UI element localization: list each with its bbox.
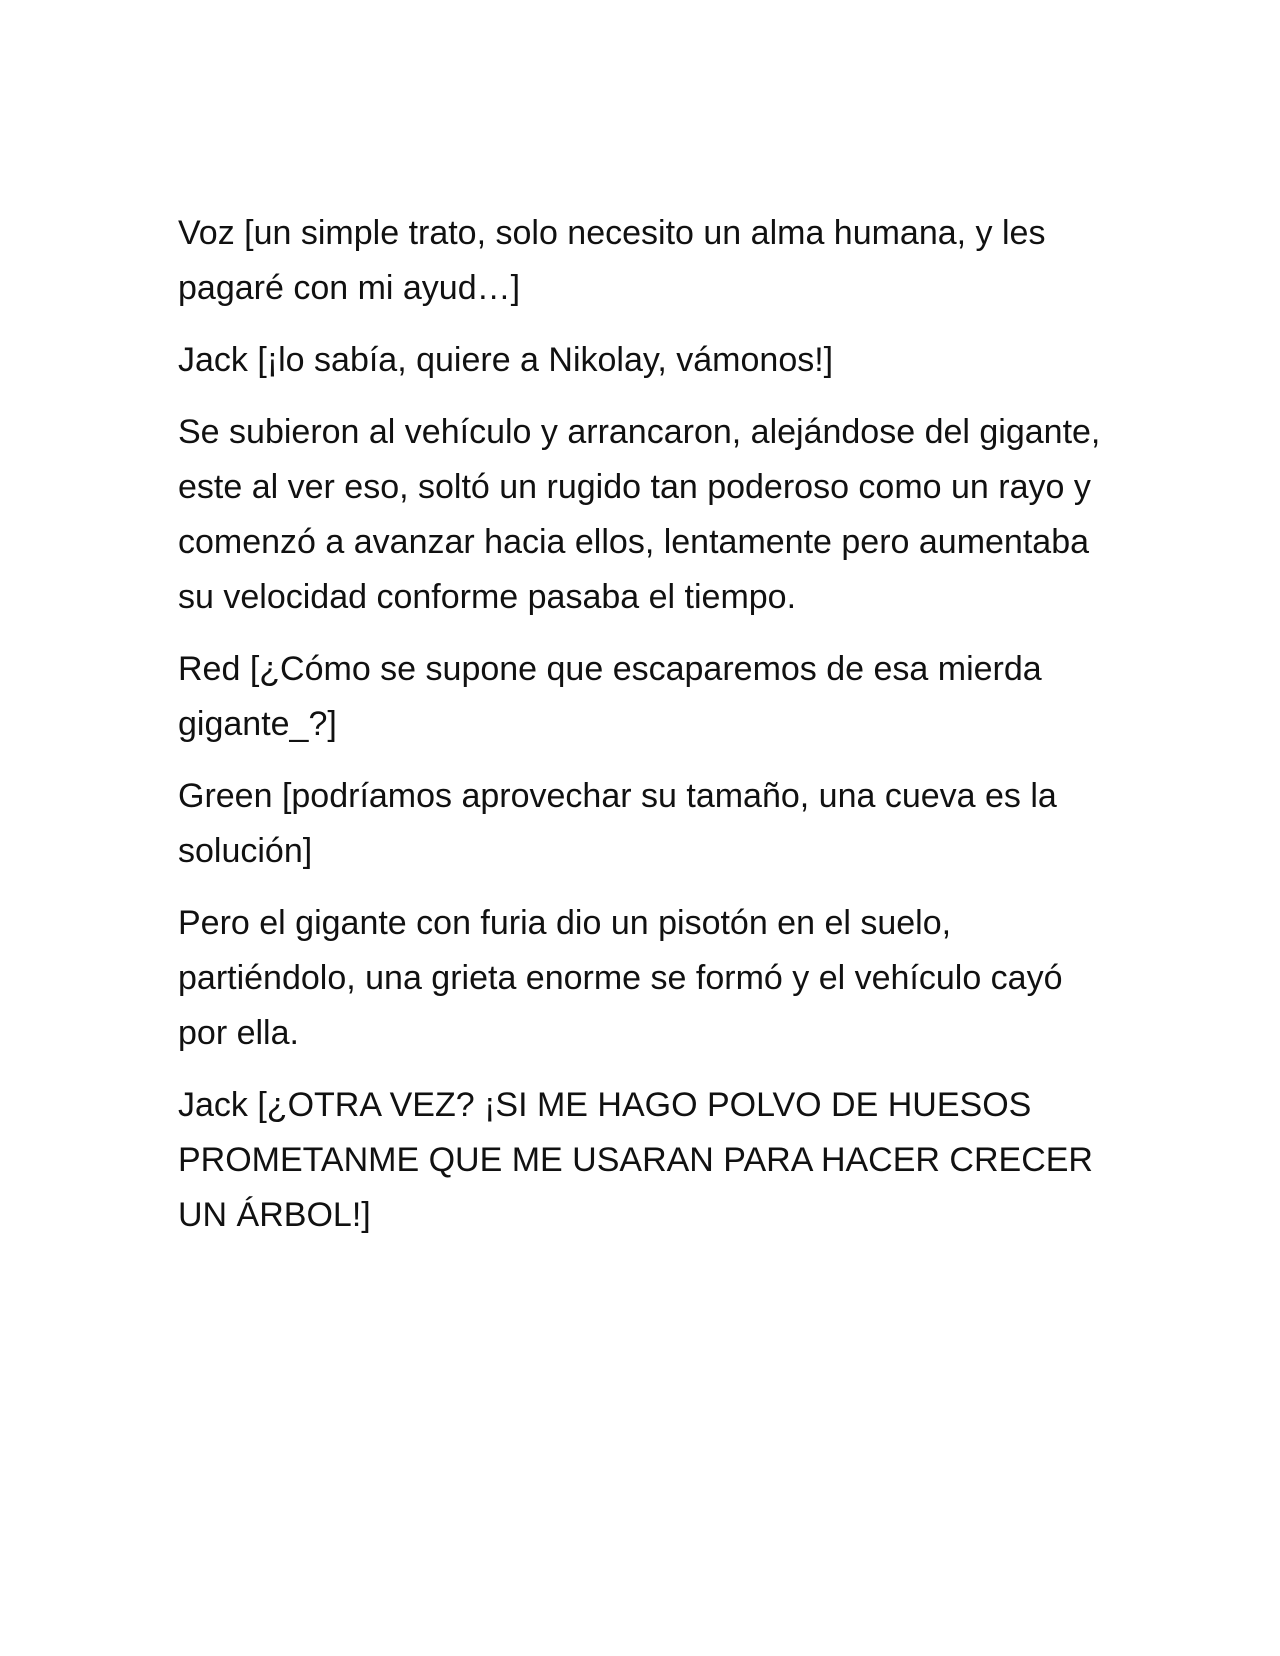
paragraph-green: Green [podríamos aprovechar su tamaño, una cueva es la solución] xyxy=(178,777,1057,870)
document-body xyxy=(178,206,1108,1260)
paragraph-red: Red [¿Cómo se supone que escaparemos de esa mierda gigante_?] xyxy=(178,650,1042,743)
paragraph-jack-2: Jack [¿OTRA VEZ? ¡SI ME HAGO POLVO DE HUESOS PROMETANME QUE ME USARAN PARA HACER CRECER UN ÁRBOL!] xyxy=(178,1086,1093,1234)
paragraph-narration-1: Se subieron al vehículo y arrancaron, alejándose del gigante, este al ver eso, soltó un rugido tan poderoso como un rayo y comenzó a avanzar hacia ellos, lentamente pero aumentaba su velocidad conforme pasaba el tiempo. xyxy=(178,413,1101,616)
paragraph-voz: Voz [un simple trato, solo necesito un alma humana, y les pagaré con mi ayud…] xyxy=(178,214,1046,307)
paragraph-jack-1: Jack [¡lo sabía, quiere a Nikolay, vámonos!] xyxy=(178,341,834,379)
paragraph-narration-2: Pero el gigante con furia dio un pisotón en el suelo, partiéndolo, una grieta enorme se formó y el vehículo cayó por ella. xyxy=(178,904,1063,1052)
